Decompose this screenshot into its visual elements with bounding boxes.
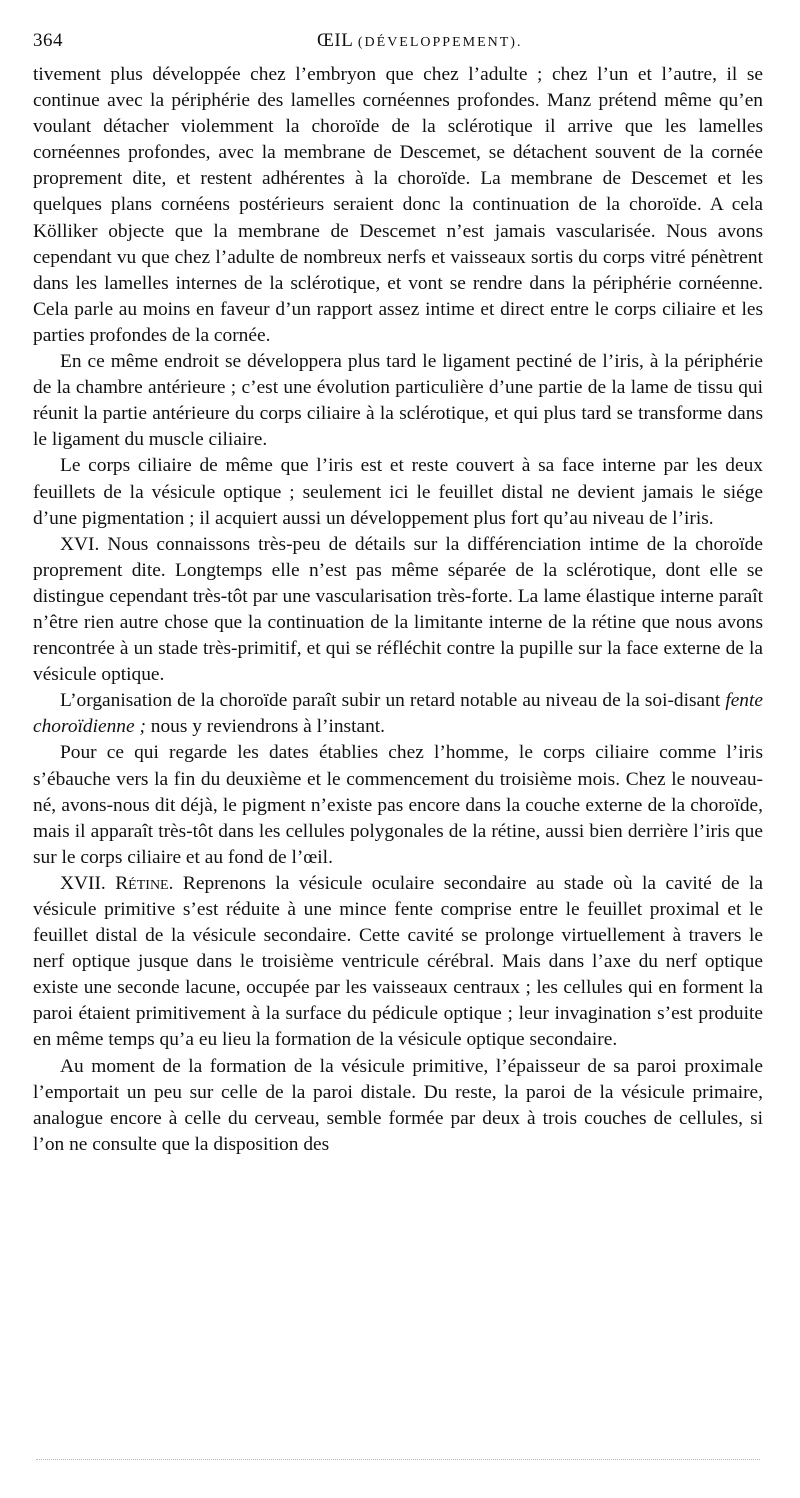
paragraph-dates-homme: Pour ce qui regarde les dates établies chez l’homme, le corps ciliaire comme l’iris s’ébauche vers la fin du deuxième et le commencement du troisième mois. Chez le nouveau-né, avons-nous dit déjà, le pigment n’existe pas encore dans la couche externe de la choroïde, mais il apparaît très-tôt dans les cellules polygonales de la rétine, aussi bien derrière l’iris que sur le corps ciliaire et au fond de l’œil. xyxy=(33,742,763,868)
section-number: XVII. xyxy=(60,872,116,894)
page-number: 364 xyxy=(33,30,63,51)
paragraph-vesicule-primitive: Au moment de la formation de la vésicule primitive, l’épaisseur de sa paroi proximale l’emportait un peu sur celle de la paroi distale. Du reste, la paroi de la vésicule primaire, analogue encore à celle du cerveau, semble formée par deux à trois couches de cellules, si l’on ne consulte que la disposition des xyxy=(33,1055,763,1155)
main-text xyxy=(33,62,763,1158)
paragraph-corps-ciliaire: Le corps ciliaire de même que l’iris est et reste couvert à sa face interne par les deux feuillets de la vésicule optique ; seulement ici le feuillet distal ne devient jamais le siége d’une pigmentation ; il acquiert aussi un développement plus fort qu’au niveau de l’iris. xyxy=(33,455,763,529)
paragraph-ligament-pectine: En ce même endroit se développera plus tard le ligament pectiné de l’iris, à la périphérie de la chambre antérieure ; c’est une évolution particulière d’une partie de la lame de tissu qui réunit la partie antérieure du corps ciliaire à la sclérotique, et qui plus tard se transforme dans le ligament du muscle ciliaire. xyxy=(33,351,763,451)
paragraph-section-xvii xyxy=(33,871,763,1054)
italic-term: fente choroïdienne ; xyxy=(33,690,763,738)
paragraph-section-xvi: XVI. Nous connaissons très-peu de détails sur la différenciation intime de la choroïde proprement dite. Longtemps elle n’est pas même séparée de la sclérotique, dont elle se distingue cependant très-tôt par une vascularisation très-forte. La lame élastique interne paraît n’être rien autre chose que la continuation de la limitante interne de la rétine que nous avons rencontrée à un stade très-primitif, et qui se réfléchit contre la pupille sur la face externe de la vésicule optique. xyxy=(33,533,763,686)
running-title-sub: (DÉVELOPPEMENT). xyxy=(357,35,523,50)
paragraph-text: L’organisation de la choroïde paraît subir un retard notable au niveau de la soi-disant xyxy=(60,690,726,712)
footer-dotted-rule xyxy=(36,1459,760,1460)
paragraph-text: Reprenons la vésicule oculaire secondaire au stade où la cavité de la vésicule primitive s’est réduite à une mince fente comprise entre le feuillet proximal et le feuillet distal de la vésicule secondaire. Cette cavité se prolonge virtuellement à travers le nerf optique jusque dans le troisième ventricule cérébral. Mais dans l’axe du nerf optique existe une seconde lacune, occupée par les vaisseaux centraux ; les cellules qui en forment la paroi étaient primitivement à la surface du pédicule optique ; leur invagination s’est produite en même temps qu’a eu lieu la formation de la vésicule optique secondaire. xyxy=(33,872,763,1051)
running-title xyxy=(317,30,522,52)
page-header xyxy=(33,30,763,56)
running-title-main: ŒIL xyxy=(317,30,353,51)
paragraph-text: nous y reviendrons à l’instant. xyxy=(145,716,386,738)
section-heading: Rétine. xyxy=(115,872,174,894)
paragraph-continuation: tivement plus développée chez l’embryon que chez l’adulte ; chez l’un et l’autre, il se continue avec la périphérie des lamelles cornéennes profondes. Manz prétend même qu’en voulant détacher violemment la choroïde de la sclérotique il arrive que les lamelles cornéennes profondes, avec la membrane de Descemet, se détachent souvent de la cornée proprement dite, et restent adhérentes à la choroïde. La membrane de Descemet et les quelques plans cornéens postérieurs seraient donc la continuation de la choroïde. A cela Kölliker objecte que la membrane de Descemet n’est jamais vascularisée. Nous avons cependant vu que chez l’adulte de nombreux nerfs et vaisseaux sortis du corps vitré pénètrent dans les lamelles internes de la sclérotique, et vont se rendre dans la périphérie cornéenne. Cela parle au moins en faveur d’un rapport assez intime et direct entre le corps ciliaire et les parties profondes de la cornée. xyxy=(33,64,763,346)
paragraph-fente-choroidienne xyxy=(33,688,763,740)
